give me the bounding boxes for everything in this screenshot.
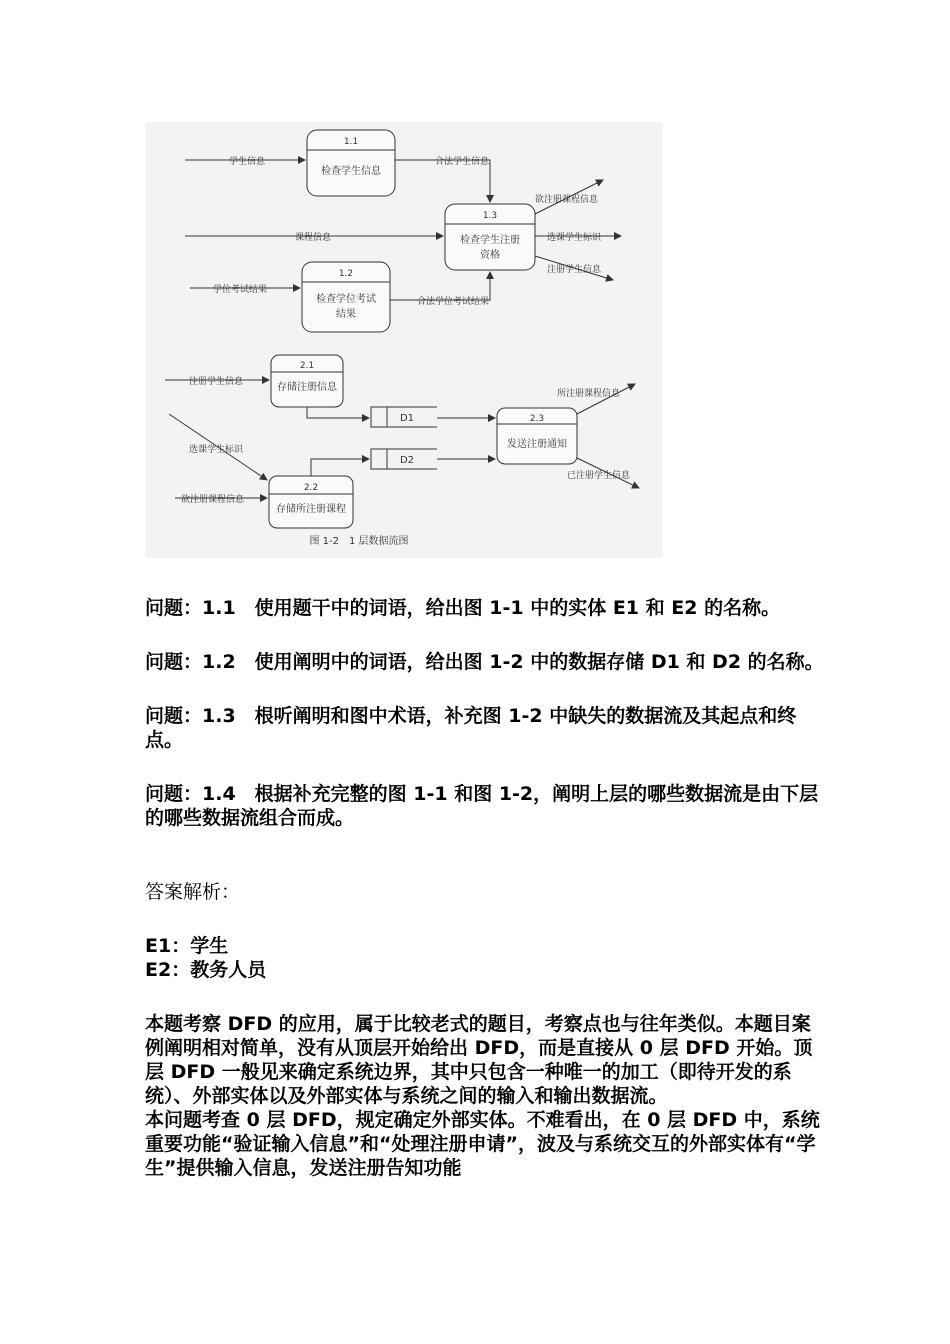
process-id: 2.3 (529, 414, 545, 424)
process-name: 检查学生注册 (460, 235, 520, 246)
process-name: 存储注册信息 (277, 382, 337, 393)
question-1-4: 问题：1.4 根据补充完整的图 1-1 和图 1-2，阐明上层的哪些数据流是由下层的哪些数据流组合而成。 (145, 783, 819, 829)
flow-label: 学位考试结果 (213, 285, 268, 295)
flow-label: 已注册学生信息 (567, 471, 631, 481)
flow-label: 注册学生信息 (547, 265, 602, 275)
store-label: D1 (399, 413, 415, 424)
dfd-figure (145, 122, 663, 558)
flow-label: 选课学生标识 (547, 233, 602, 243)
answer-e2: E2：教务人员 (145, 959, 267, 981)
flow-label: 欲注册课程信息 (535, 195, 599, 205)
process-id: 1.1 (343, 137, 359, 147)
flow-label: 注册学生信息 (189, 377, 244, 387)
question-1-1: 问题：1.1 使用题干中的词语，给出图 1-1 中的实体 E1 和 E2 的名称。 (145, 597, 781, 619)
process-name: 发送注册通知 (507, 439, 567, 450)
store-label: D2 (399, 455, 415, 466)
flow-label: 学生信息 (229, 157, 266, 167)
process-id: 1.3 (482, 211, 498, 221)
flow-label: 合法学生信息 (435, 157, 490, 167)
process-name: 存储所注册课程 (276, 504, 346, 515)
process-id: 1.2 (338, 269, 354, 279)
answer-e1: E1：学生 (145, 935, 229, 957)
question-1-2: 问题：1.2 使用阐明中的词语，给出图 1-2 中的数据存储 D1 和 D2 的名称。 (145, 651, 824, 673)
process-name: 结果 (336, 309, 356, 320)
flow-label: 课程信息 (295, 233, 332, 243)
figure-caption: 图 1-2 1 层数据流图 (309, 536, 409, 547)
flow-label: 所注册课程信息 (557, 389, 621, 399)
document-body (145, 596, 825, 1180)
process-name: 检查学生信息 (321, 166, 381, 177)
process-name: 资格 (480, 250, 500, 261)
answer-paragraph-1: 本题考察 DFD 的应用，属于比较老式的题目，考察点也与往年类似。本题目案例阐明相对简单，没有从顶层开始给出 DFD，而是直接从 0 层 DFD 开始。顶层 DFD 一般见来确定系统边界，其中只包含一种唯一的加工（即待开发的系统）、外部实体以及外部实体与系统之间的输入和输出数据流。 (145, 1013, 813, 1107)
process-name: 检查学位考试 (316, 294, 376, 305)
flow-label: 合法学位考试结果 (417, 297, 490, 307)
question-1-3: 问题：1.3 根听阐明和图中术语，补充图 1-2 中缺失的数据流及其起点和终点。 (145, 705, 797, 751)
answer-paragraph-2: 本问题考查 0 层 DFD，规定确定外部实体。不难看出，在 0 层 DFD 中，系统重要功能“验证输入信息”和“处理注册申请”，波及与系统交互的外部实体有“学生”提供输入信息，发送注册告知功能 (145, 1109, 820, 1179)
process-id: 2.1 (299, 361, 315, 371)
process-id: 2.2 (303, 483, 319, 493)
answer-heading: 答案解析： (145, 881, 241, 903)
flow-label: 选课学生标识 (189, 445, 244, 455)
flow-label: 欲注册课程信息 (181, 495, 245, 505)
dfd-diagram (145, 122, 663, 558)
